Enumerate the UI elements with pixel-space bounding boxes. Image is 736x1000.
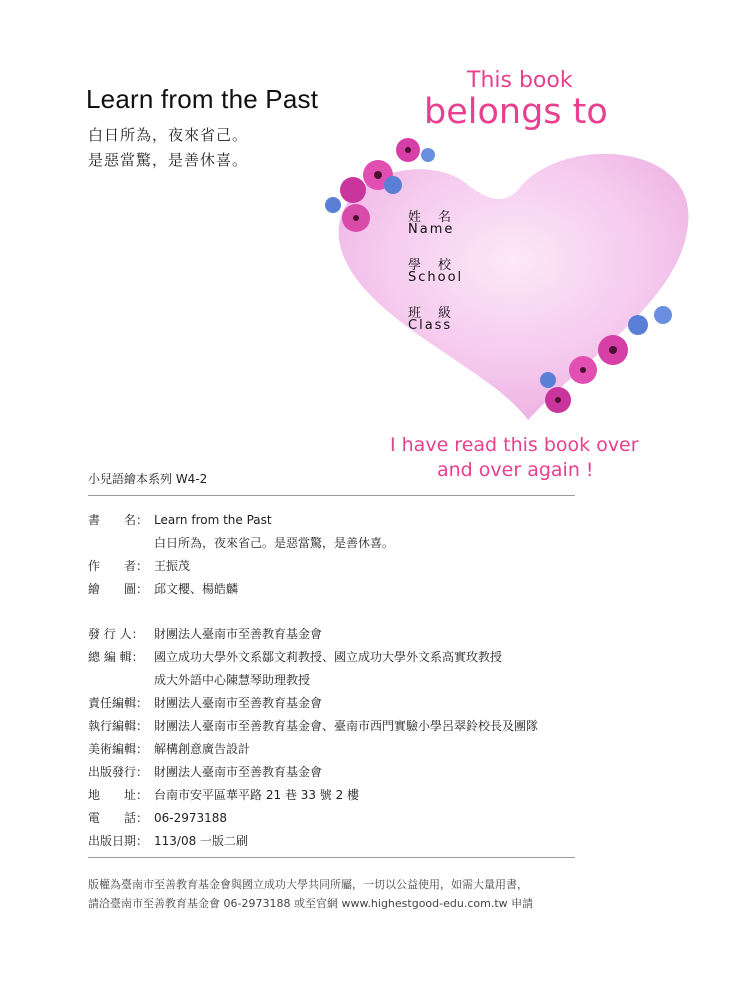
info-label: 書 名： (88, 513, 149, 527)
info-row-chief-editor-cont: 成大外語中心陳慧琴助理教授 (154, 673, 311, 687)
info-value: 解構創意廣告設計 (154, 742, 251, 756)
watercolor-heart-illustration (318, 130, 708, 430)
belongs-to-line-1: This book (467, 68, 573, 93)
book-title: Learn from the Past (86, 84, 319, 114)
heart-shape (339, 154, 689, 420)
info-row-address (88, 786, 359, 803)
divider-bottom (88, 857, 575, 858)
name-label-zh: 姓 名 (408, 210, 454, 225)
info-label: 責任編輯： (88, 696, 149, 710)
info-row-art-editor (88, 740, 250, 757)
info-row-chief-editor (88, 648, 502, 665)
read-again-line-1: I have read this book over (390, 434, 639, 456)
info-label: 美術編輯： (88, 742, 149, 756)
read-again-line-2: and over again ! (437, 459, 594, 481)
info-value: 財團法人臺南市至善教育基金會 (154, 627, 323, 641)
info-value: 國立成功大學外文系鄒文莉教授、國立成功大學外文系高實玫教授 (154, 650, 503, 664)
subtitle-line-1: 白日所為，夜來省己。 (88, 126, 249, 144)
info-row-responsible-editor (88, 694, 322, 711)
info-value: 財團法人臺南市至善教育基金會、臺南市西門實驗小學呂翠鈴校長及團隊 (154, 719, 539, 733)
info-row-executive-editor (88, 717, 538, 734)
belongs-to-line-2: belongs to (424, 92, 608, 132)
info-value: 王振茂 (154, 559, 191, 573)
info-value: 邱文櫻、楊皓麟 (154, 582, 239, 596)
school-label-zh: 學 校 (408, 258, 454, 273)
info-row-date (88, 832, 248, 849)
info-value: Learn from the Past (154, 513, 272, 527)
info-label: 出版發行： (88, 765, 149, 779)
series-label: 小兒語繪本系列 W4-2 (88, 472, 208, 486)
info-label: 地 址： (88, 788, 149, 802)
footer-line-1: 版權為臺南市至善教育基金會與國立成功大學共同所屬，一切以公益使用，如需大量用書， (88, 878, 528, 891)
info-label: 執行編輯： (88, 719, 149, 733)
info-label: 作 者： (88, 559, 149, 573)
info-value: 06-2973188 (154, 811, 228, 825)
info-value: 台南市安平區華平路 21 巷 33 號 2 樓 (154, 788, 360, 802)
info-label: 出版日期： (88, 834, 149, 848)
info-label: 總 編 輯： (88, 650, 144, 664)
info-row-author (88, 557, 190, 574)
info-row-phone (88, 809, 227, 826)
info-value: 財團法人臺南市至善教育基金會 (154, 696, 323, 710)
class-label-en: Class (408, 318, 453, 333)
divider-top (88, 495, 575, 496)
name-label-en: Name (408, 222, 455, 237)
class-label-zh: 班 級 (408, 306, 454, 321)
info-row-distribution (88, 763, 322, 780)
info-label: 電 話： (88, 811, 149, 825)
subtitle-line-2: 是惡當驚，是善休喜。 (88, 151, 249, 169)
info-row-publisher (88, 625, 322, 642)
footer-line-2: 請洽臺南市至善教育基金會 06-2973188 或至官網 www.highestgood-edu.com.tw 申請 (88, 897, 534, 910)
info-row-illustrator (88, 580, 238, 597)
info-value: 113/08 一版二刷 (154, 834, 249, 848)
info-value: 財團法人臺南市至善教育基金會 (154, 765, 323, 779)
info-label: 發 行 人： (88, 627, 144, 641)
info-row-title-cont: 白日所為，夜來省己。是惡當驚，是善休喜。 (154, 536, 395, 550)
info-row-title (88, 511, 272, 528)
info-label: 繪 圖： (88, 582, 149, 596)
school-label-en: School (408, 270, 464, 285)
